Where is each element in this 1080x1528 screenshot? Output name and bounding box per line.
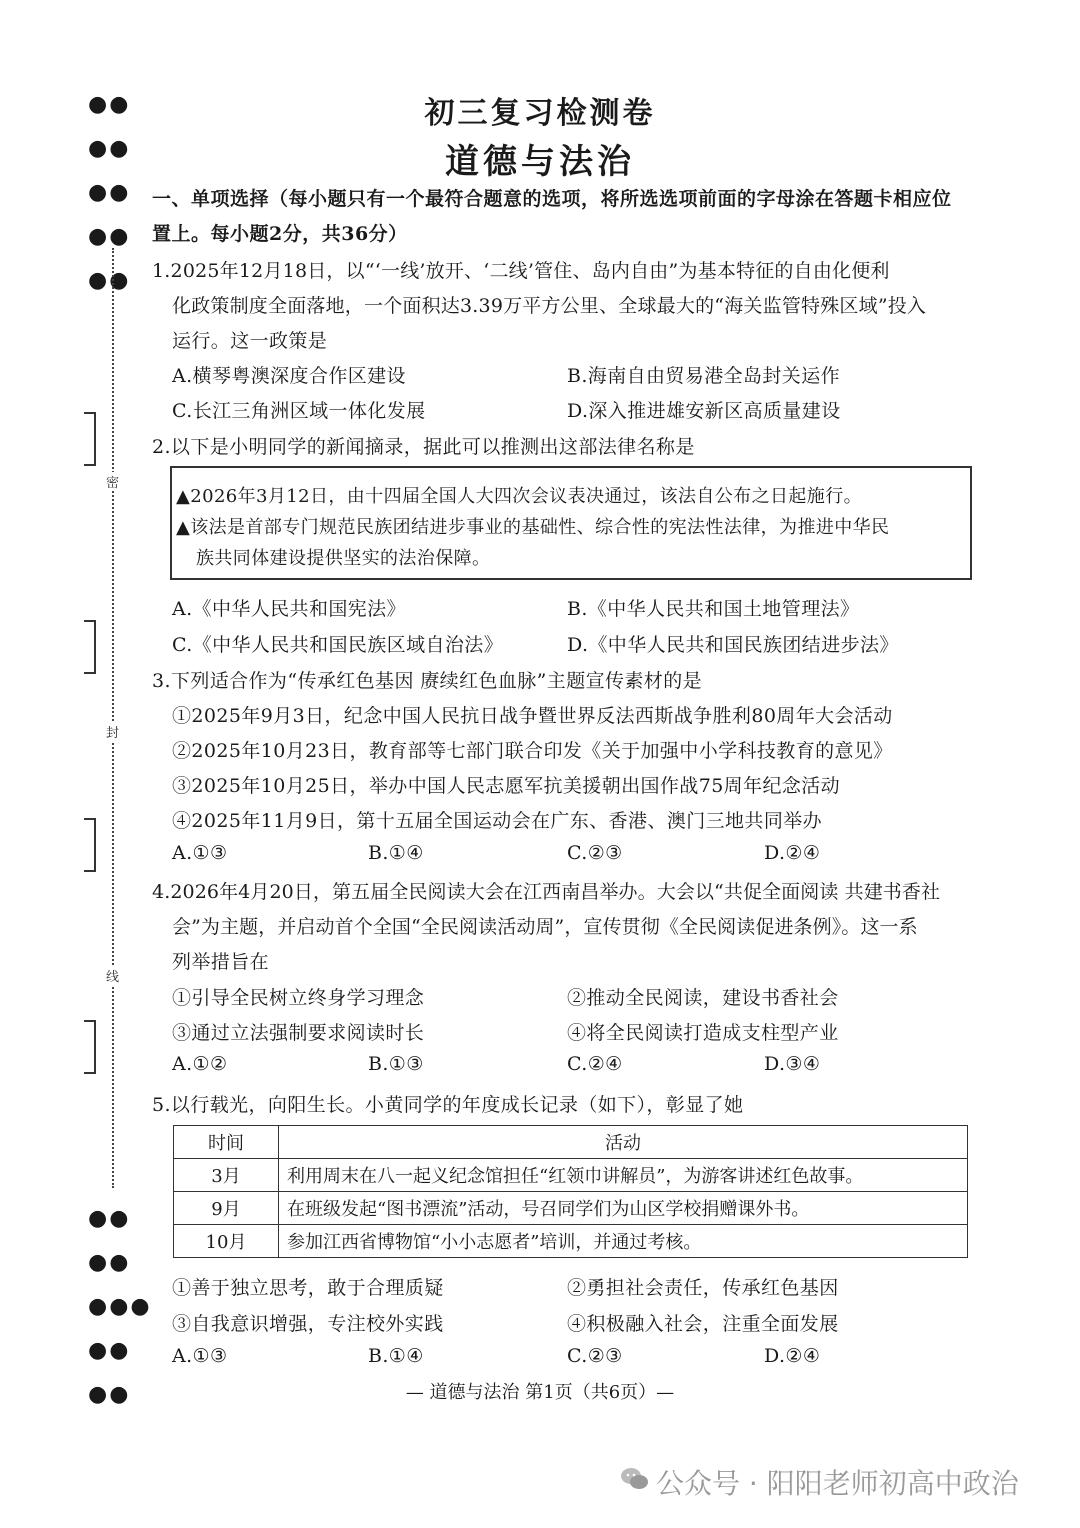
watermark-text: 公众号 · 阳阳老师初高中政治: [656, 1467, 1019, 1500]
exam-title: 初三复习检测卷: [424, 96, 656, 131]
binding-char-mi: 密: [106, 472, 119, 491]
binding-bracket: [84, 412, 96, 466]
option-d: D.②④: [764, 842, 821, 864]
question-2-stem: 2.以下是小明同学的新闻摘录，据此可以推测出这部法律名称是: [152, 436, 695, 458]
binding-char-xian: 线: [106, 966, 119, 985]
table-header-activity: 活动: [279, 1126, 968, 1159]
option-a: A.①②: [172, 1053, 228, 1075]
growth-record-table: [173, 1125, 968, 1258]
option-d: D.《中华人民共和国民族团结进步法》: [567, 634, 899, 656]
table-cell-time: 10月: [174, 1225, 279, 1258]
question-5-item: ③自我意识增强，专注校外实践: [172, 1313, 444, 1335]
section-heading: 一、单项选择（每小题只有一个最符合题意的选项，将所选选项前面的字母涂在答题卡相应位: [152, 188, 952, 210]
option-b: B.①③: [368, 1053, 424, 1075]
option-a: A.①③: [172, 1345, 228, 1367]
option-b: B.①④: [368, 842, 424, 864]
table-cell-time: 9月: [174, 1192, 279, 1225]
question-4-item: ③通过立法强制要求阅读时长: [172, 1022, 425, 1044]
table-cell-activity: 参加江西省博物馆“小小志愿者”培训，并通过考核。: [279, 1225, 968, 1258]
binding-bracket: [84, 1020, 96, 1074]
question-3-item: ②2025年10月23日，教育部等七部门联合印发《关于加强中小学科技教育的意见》: [172, 740, 893, 762]
option-c: C.②③: [567, 1345, 623, 1367]
question-1-stem: 化政策制度全面落地，一个面积达3.39万平方公里、全球最大的“海关监管特殊区域”投入: [172, 295, 927, 317]
news-excerpt-line: ▲该法是首部专门规范民族团结进步事业的基础性、综合性的宪法性法律，为推进中华民: [176, 517, 890, 538]
table-row: [174, 1225, 968, 1258]
section-heading: 置上。每小题2分，共36分）: [152, 223, 408, 245]
option-b: B.①④: [368, 1345, 424, 1367]
question-1-stem: 运行。这一政策是: [172, 330, 328, 352]
question-4-stem: 列举措旨在: [172, 951, 270, 973]
question-3-item: ①2025年9月3日，纪念中国人民抗日战争暨世界反法西斯战争胜利80周年大会活动: [172, 705, 893, 727]
question-4-item: ①引导全民树立终身学习理念: [172, 987, 425, 1009]
option-a: A.《中华人民共和国宪法》: [172, 598, 406, 620]
question-5-item: ②勇担社会责任，传承红色基因: [567, 1277, 839, 1299]
question-5-item: ①善于独立思考，敢于合理质疑: [172, 1277, 444, 1299]
table-row: [174, 1159, 968, 1192]
binding-bracket: [84, 818, 96, 872]
question-4-item: ④将全民阅读打造成支柱型产业: [567, 1022, 839, 1044]
question-3-item: ③2025年10月25日，举办中国人民志愿军抗美援朝出国作战75周年纪念活动: [172, 775, 841, 797]
binding-dots-bottom: ●● ●● ●●● ●● ●●: [88, 1206, 152, 1407]
question-5-stem: 5.以行载光，向阳生长。小黄同学的年度成长记录（如下），彰显了她: [152, 1094, 744, 1116]
option-d: D.深入推进雄安新区高质量建设: [567, 400, 841, 422]
binding-dots-top: ●● ●● ●● ●● ●●: [88, 92, 131, 293]
wechat-icon: [620, 1466, 650, 1492]
binding-char-feng: 封: [106, 722, 119, 741]
option-c: C.②③: [567, 842, 623, 864]
news-excerpt-line: ▲2026年3月12日，由十四届全国人大四次会议表决通过，该法自公布之日起施行。: [176, 486, 863, 507]
page-footer: — 道德与法治 第1页（共6页）—: [405, 1382, 675, 1403]
table-cell-activity: 利用周末在八一起义纪念馆担任“红领巾讲解员”，为游客讲述红色故事。: [279, 1159, 968, 1192]
table-cell-activity: 在班级发起“图书漂流”活动，号召同学们为山区学校捐赠课外书。: [279, 1192, 968, 1225]
question-4-stem: 4.2026年4月20日，第五届全民阅读大会在江西南昌举办。大会以“共促全面阅读 共建书香社: [152, 881, 941, 903]
option-d: D.②④: [764, 1345, 821, 1367]
option-c: C.②④: [567, 1053, 623, 1075]
question-3-stem: 3.下列适合作为“传承红色基因 赓续红色血脉”主题宣传素材的是: [152, 670, 702, 692]
binding-line: [112, 248, 114, 1188]
question-4-item: ②推动全民阅读，建设书香社会: [567, 987, 839, 1009]
table-header-time: 时间: [174, 1126, 279, 1159]
option-a: A.①③: [172, 842, 228, 864]
option-b: B.《中华人民共和国土地管理法》: [567, 598, 860, 620]
binding-bracket: [84, 620, 96, 674]
table-row: [174, 1192, 968, 1225]
table-cell-time: 3月: [174, 1159, 279, 1192]
question-5-item: ④积极融入社会，注重全面发展: [567, 1313, 839, 1335]
question-3-item: ④2025年11月9日，第十五届全国运动会在广东、香港、澳门三地共同举办: [172, 810, 823, 832]
option-b: B.海南自由贸易港全岛封关运作: [567, 365, 841, 387]
subject-title: 道德与法治: [445, 142, 635, 182]
question-4-stem: 会”为主题，并启动首个全国“全民阅读活动周”，宣传贯彻《全民阅读促进条例》。这一系: [172, 916, 918, 938]
option-a: A.横琴粤澳深度合作区建设: [172, 365, 406, 387]
option-c: C.《中华人民共和国民族区域自治法》: [172, 634, 504, 656]
option-d: D.③④: [764, 1053, 821, 1075]
option-c: C.长江三角洲区域一体化发展: [172, 400, 426, 422]
news-excerpt-line: 族共同体建设提供坚实的法治保障。: [196, 548, 491, 569]
question-1-stem: 1.2025年12月18日，以“‘一线’放开、‘二线’管住、岛内自由”为基本特征的自由化便利: [152, 260, 890, 282]
table-header-row: [174, 1126, 968, 1159]
